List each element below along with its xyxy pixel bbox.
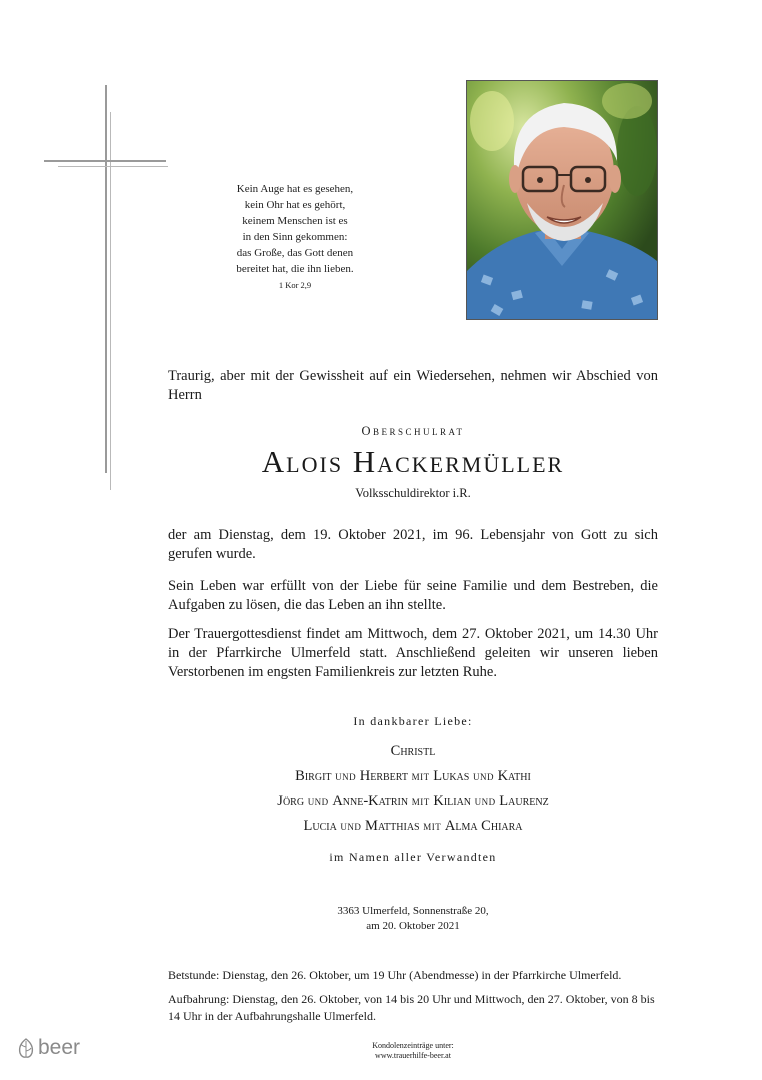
quote-line: kein Ohr hat es gehört, <box>244 199 346 211</box>
mourner-name: Laurenz <box>499 793 549 809</box>
conjunction: MIT <box>411 772 430 782</box>
conjunction: UND <box>307 797 329 807</box>
condolence-url: www.trauerhilfe-beer.at <box>375 1051 451 1060</box>
quote-line: bereitet hat, die ihn lieben. <box>236 263 354 275</box>
quote-line: das Große, das Gott denen <box>236 247 354 259</box>
quote-line: keinem Menschen ist es <box>242 215 348 227</box>
intro-text: Traurig, aber mit der Gewissheit auf ein Wiedersehen, nehmen wir Abschied von Herrn <box>168 368 658 403</box>
mourner-name: Jörg <box>277 793 305 809</box>
deceased-role: Volksschuldirektor i.R. <box>355 486 471 500</box>
mourner-line <box>168 792 658 812</box>
conjunction: MIT <box>423 822 442 832</box>
place-date <box>168 904 658 934</box>
condolence-label: Kondolenzeinträge unter: <box>372 1041 454 1050</box>
portrait-photo <box>466 80 658 320</box>
mourner-name: Lukas <box>433 768 470 784</box>
paragraph-life: Sein Leben war erfüllt von der Liebe für seine Familie und dem Bestreben, die Aufgaben zu lösen, die das Leben an ihn stellte. <box>168 578 658 613</box>
conjunction: UND <box>474 797 496 807</box>
mourner-name: Kilian <box>433 793 472 809</box>
place-date-line: am 20. Oktober 2021 <box>366 920 460 932</box>
conjunction: UND <box>335 772 357 782</box>
mourners-heading: In dankbarer Liebe: <box>353 714 473 728</box>
paragraph-service: Der Trauergottesdienst findet am Mittwoch, dem 27. Oktober 2021, um 14.30 Uhr in der Pfarrkirche Ulmerfeld statt. Anschließend geleiten wir unseren lieben Verstorbenen im engsten Familienkreis zur letzten Ruhe. <box>168 626 658 680</box>
quote-line: Kein Auge hat es gesehen, <box>236 183 354 195</box>
conjunction: UND <box>340 822 362 832</box>
mourner-name: Lucia <box>303 818 337 834</box>
leaf-icon <box>16 1037 36 1059</box>
logo-text: beer <box>38 1036 81 1059</box>
mourner-line <box>168 817 658 837</box>
mourners-footer: im Namen aller Verwandten <box>329 850 497 864</box>
mourner-line <box>168 742 658 761</box>
mourner-name: Christl <box>390 743 436 759</box>
quote-line: in den Sinn gekommen: <box>242 231 348 243</box>
mourner-name: Matthias <box>365 818 420 834</box>
mourner-name: Anne-Katrin <box>332 793 409 809</box>
conjunction: MIT <box>411 797 430 807</box>
paragraph-death: der am Dienstag, dem 19. Oktober 2021, im 96. Lebensjahr von Gott zu sich gerufen wurde. <box>168 527 658 562</box>
place-address: 3363 Ulmerfeld, Sonnenstraße 20, <box>337 905 489 917</box>
deceased-title: Oberschulrat <box>361 424 465 438</box>
prayer-note: Betstunde: Dienstag, den 26. Oktober, um 19 Uhr (Abendmesse) in der Pfarrkirche Ulmerfeld. <box>168 968 622 982</box>
deceased-name: Alois Hackermüller <box>261 444 565 479</box>
mourner-name: Birgit <box>295 768 332 784</box>
mourner-line <box>168 767 658 787</box>
bible-quote <box>200 181 390 292</box>
quote-reference: 1 Kor 2,9 <box>278 280 312 290</box>
mourner-name: Kathi <box>497 768 531 784</box>
mourner-name: Herbert <box>359 768 408 784</box>
conjunction: UND <box>472 772 494 782</box>
mourner-name: Alma Chiara <box>444 818 523 834</box>
viewing-note: Aufbahrung: Dienstag, den 26. Oktober, von 14 bis 20 Uhr und Mittwoch, den 27. Oktober, von 8 bis 14 Uhr in der Aufbahrungshalle Ulmerfeld. <box>168 992 655 1023</box>
beer-logo <box>16 1036 80 1060</box>
condolence-info <box>168 1041 658 1061</box>
portrait-illustration <box>467 81 657 319</box>
